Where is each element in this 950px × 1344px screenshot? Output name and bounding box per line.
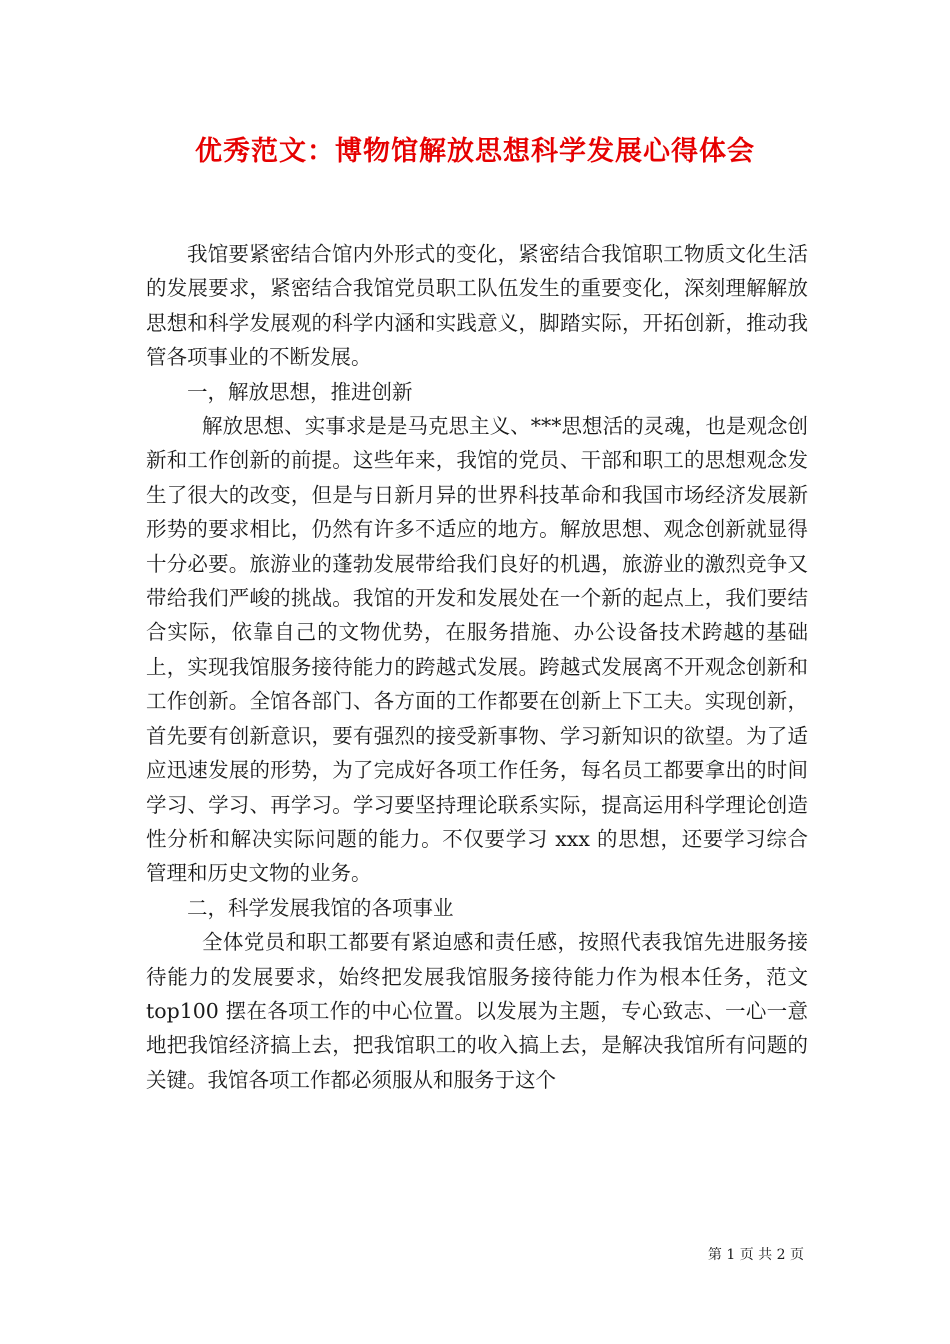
paragraph-intro: 我馆要紧密结合馆内外形式的变化，紧密结合我馆职工物质文化生活的发展要求，紧密结合我馆党员职工队伍发生的重要变化，深刻理解解放思想和科学发展观的科学内涵和实践意义，脚踏实际，开拓创新，推动我管各项事业的不断发展。 (146, 242, 808, 370)
paragraph-section-2: 全体党员和职工都要有紧迫感和责任感，按照代表我馆先进服务接待能力的发展要求，始终把发展我馆服务接待能力作为根本任务，范文 top100 摆在各项工作的中心位置。以发展为主题，专心致志、一心一意地把我馆经济搞上去，把我馆职工的收入搞上去，是解决我馆所有问题的关键。我馆各项工作都必须服从和服务于这个 (146, 930, 808, 1092)
page-number: 第 1 页 共 2 页 (707, 1247, 804, 1263)
paragraph-section-1: 解放思想、实事求是是马克思主义、***思想活的灵魂，也是观念创新和工作创新的前提。这些年来，我馆的党员、干部和职工的思想观念发生了很大的改变，但是与日新月异的世界科技革命和我国市场经济发展新形势的要求相比，仍然有许多不适应的地方。解放思想、观念创新就显得十分必要。旅游业的蓬勃发展带给我们良好的机遇，旅游业的激烈竞争又带给我们严峻的挑战。我馆的开发和发展处在一个新的起点上，我们要结合实际，依靠自己的文物优势，在服务措施、办公设备技术跨越的基础上，实现我馆服务接待能力的跨越式发展。跨越式发展离不开观念创新和工作创新。全馆各部门、各方面的工作都要在创新上下工夫。实现创新，首先要有创新意识，要有强烈的接受新事物、学习新知识的欲望。为了适应迅速发展的形势，为了完成好各项工作任务，每名员工都要拿出的时间学习、学习、再学习。学习要坚持理论联系实际，提高运用科学理论创造性分析和解决实际问题的能力。不仅要学习 xxx 的思想，还要学习综合管理和历史文物的业务。 (146, 414, 808, 886)
document-body (146, 237, 808, 1097)
section-heading-2: 二，科学发展我馆的各项事业 (187, 895, 454, 920)
section-heading-1: 一，解放思想，推进创新 (187, 379, 413, 404)
document-title: 优秀范文：博物馆解放思想科学发展心得体会 (195, 136, 755, 167)
